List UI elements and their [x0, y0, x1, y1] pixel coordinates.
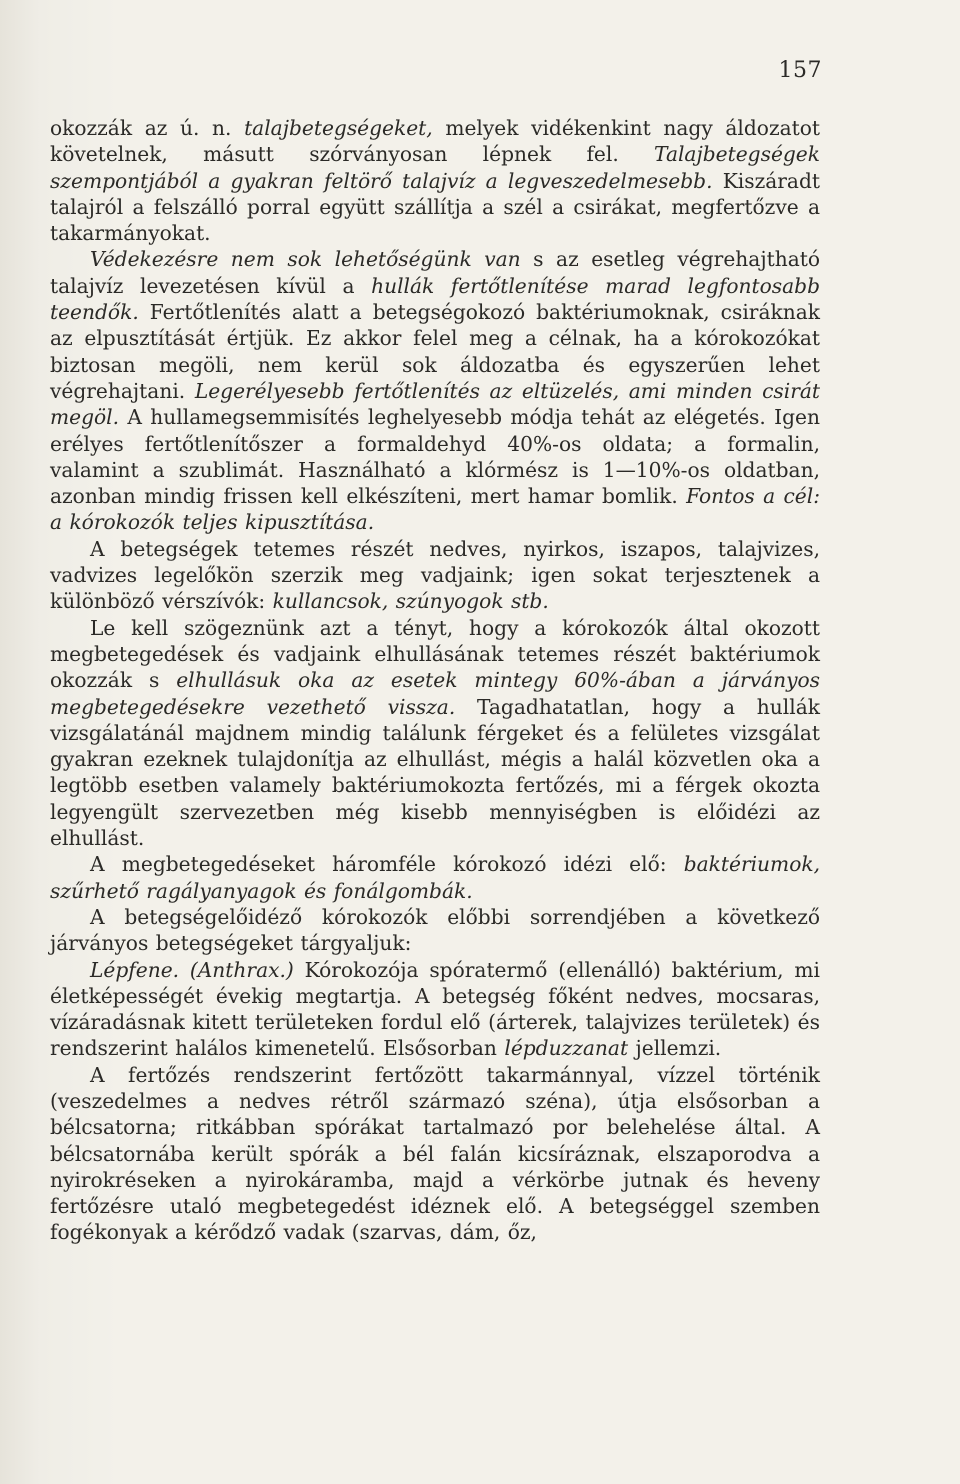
paragraph: [50, 957, 820, 1062]
emphasized-text: Védekezésre nem sok lehetőségünk van: [90, 247, 521, 272]
text-run: Fertőtlenítés alatt a betegségokozó baktériumoknak, csiráknak az elpusztítását értjük. Ez akkor felel meg a célnak, ha a kórokozókat biztosan megöli, nem kerül sok áldozatba és egyszerűen lehet végrehajtani.: [50, 300, 820, 403]
text-run: Le kell szögeznünk azt a tényt, hogy a kórokozók által okozott megbetegedések és vadjaink elhullásának tetemes részét baktériumok okozzák s: [50, 615, 820, 693]
text-run: s az esetleg végrehajtható talajvíz levezetésen kívül a: [50, 247, 820, 298]
emphasized-text: hullák fertőtlenítése marad legfontosabb teendők.: [50, 273, 821, 325]
text-run: melyek vidékenkint nagy áldozatot követelnek, másutt szórványosan lépnek fel.: [50, 116, 820, 167]
text-run: Kiszáradt talajról a felszálló porral együtt szállítja a szél a csirákat, megfertőzve a takarmányokat.: [50, 168, 820, 246]
emphasized-text: Lépfene. (Anthrax.): [90, 957, 294, 982]
text-run: jellemzi.: [628, 1036, 722, 1061]
paragraph: [50, 615, 820, 852]
text-run: A betegségek tetemes részét nedves, nyirkos, iszapos, talajvizes, vadvizes legelőkön szerzik meg vadjaink; igen sokat terjesztenek a különböző vérszívók:: [50, 536, 820, 614]
text-run: A megbetegedéseket háromféle kórokozó idézi elő:: [90, 852, 684, 877]
paragraph: [50, 115, 820, 246]
page-number: 157: [778, 58, 822, 83]
emphasized-text: Fontos a cél: a kórokozók teljes kipusztítása.: [50, 484, 820, 535]
text-run: Tagadhatatlan, hogy a hullák vizsgálatánál majdnem mindig találunk férgeket és a felületes vizsgálat gyakran ezeknek tulajdonítja az elhullást, mégis a halál közvetlen oka a legtöbb esetben valamely baktériumokozta fertőzés, mi a férgek okozta legyengült szervezetben még kisebb mennyiségben is előidézi az elhullást.: [50, 694, 820, 851]
emphasized-text: lépduzzanat: [504, 1036, 629, 1061]
text-run: A fertőzés rendszerint fertőzött takarmánnyal, vízzel történik (veszedelmes a nedves rétről származó széna), útja elsősorban a bélcsatorna; ritkábban spórákat tartalmazó por belehelése által. A bélcsatornába került spórák a bél falán kicsíráznak, elszaporodva a nyirokréseken a nyirokáramba, majd a vérkörbe jutnak és heveny fertőzésre utaló megbetegedést idéznek elő. A betegséggel szemben fogékonyak a kérődző vadak (szarvas, dám, őz,: [50, 1062, 820, 1245]
body-text: [50, 115, 820, 1246]
emphasized-text: kullancsok, szúnyogok stb.: [272, 589, 549, 614]
paragraph: [50, 904, 820, 957]
paragraph: [50, 1062, 820, 1246]
emphasized-text: Talajbetegségek szempontjából a gyakran feltörő talajvíz a legveszedelmesebb.: [50, 142, 820, 193]
emphasized-text: elhullásuk oka az esetek mintegy 60%-ában a járványos megbetegedésekre vezethető vissza.: [50, 668, 820, 719]
text-run: A betegségelőidéző kórokozók előbbi sorrendjében a következő járványos betegségeket tárgyaljuk:: [50, 904, 820, 956]
paragraph: [50, 536, 820, 615]
paragraph: [50, 246, 820, 535]
emphasized-text: talajbetegségeket,: [244, 116, 433, 140]
paragraph: [50, 851, 820, 904]
text-run: Kórokozója spóratermő (ellenálló) baktérium, mi életképességét évekig megtartja. A betegség főként nedves, mocsaras, vízáradásnak kitett területeken fordul elő (árterek, talajvizes területek) és rendszerint halálos kimenetelű. Elsősorban: [50, 957, 820, 1061]
emphasized-text: Legerélyesebb fertőtlenítés az eltüzelés, ami minden csirát megöl.: [50, 378, 820, 430]
emphasized-text: baktériumok, szűrhető ragályanyagok és fonálgombák.: [50, 852, 820, 903]
text-run: A hullamegsemmisítés leghelyesebb módja tehát az elégetés. Igen erélyes fertőtlenítőszer a formaldehyd 40%-os oldata; a formalin, valamint a szublimát. Használható a klórmész is 1—10%-os oldatban, azonban mindig frissen kell elkészíteni, mert hamar bomlik.: [50, 405, 820, 509]
text-run: okozzák az ú. n.: [50, 116, 245, 140]
